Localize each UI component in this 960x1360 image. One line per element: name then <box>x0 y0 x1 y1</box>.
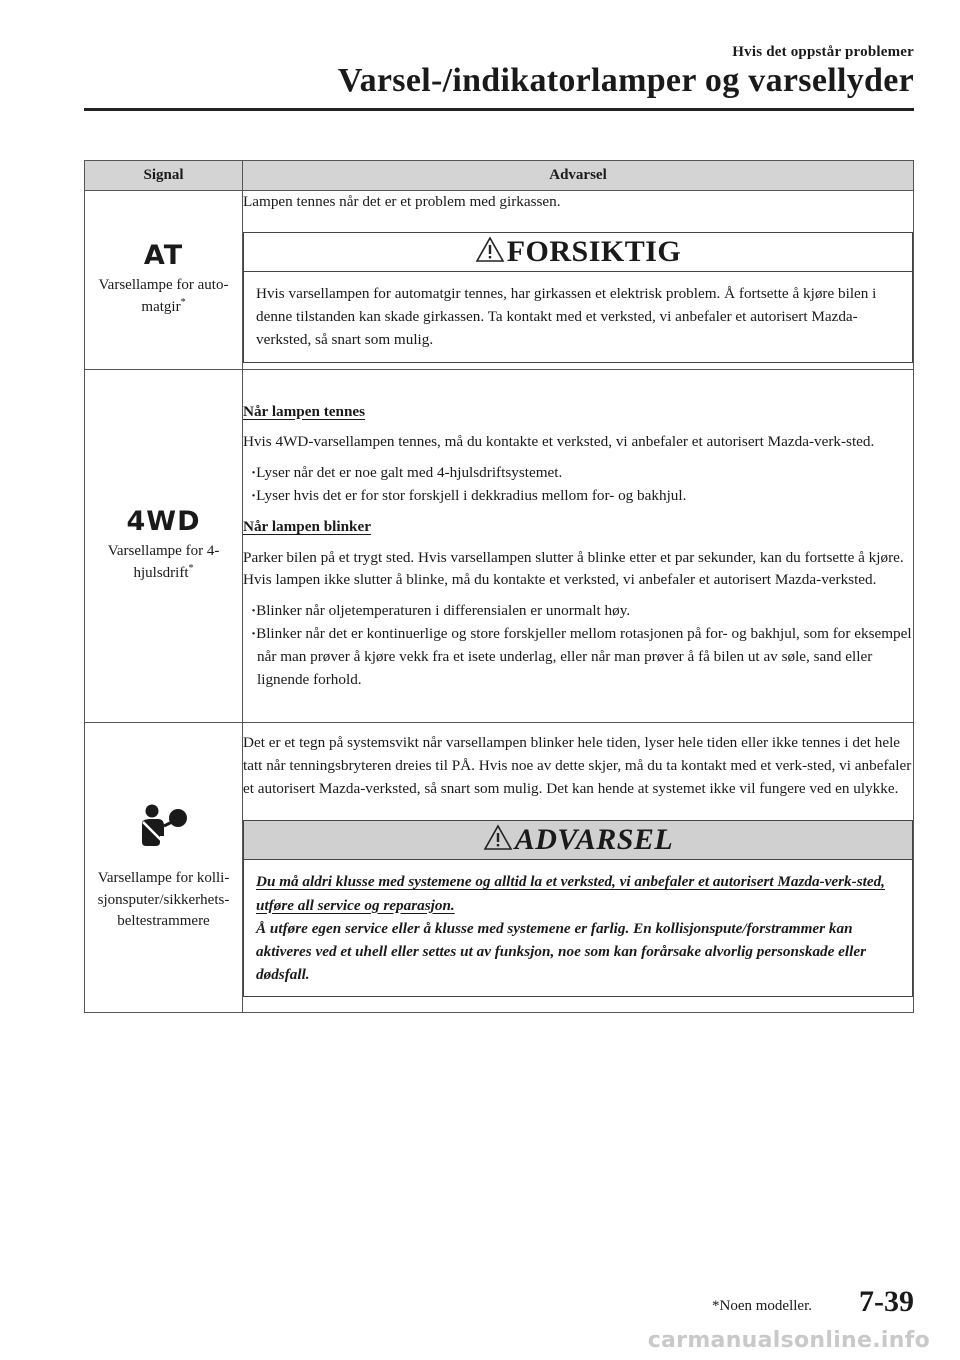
signal-cell <box>85 370 243 723</box>
section-title: Hvis det oppstår problemer <box>732 44 914 60</box>
list-item: ·Blinker når oljetemperaturen i differensialen er unormalt høy. <box>251 602 631 620</box>
signal-label: Varsellampe for 4-hjulsdrift* <box>107 542 220 582</box>
warning-text: Du må aldri klusse med systemene og alltid la et verksted, vi anbefaler et autorisert Mazda-verk-sted, utføre all service og reparasjon. Å utføre egen service eller å klusse med systemene er farlig. En kollisjonspute/forstrammer kan aktiveres ved et uhell eller settes ut av funksjon, noe som kan forårsake alvorlig personskade eller dødsfall. <box>256 873 885 983</box>
description-text: Hvis 4WD-varsellampen tennes, må du kontakte et verksted, vi anbefaler et autorisert Mazda-verk-sted. <box>243 433 875 451</box>
bullet-list <box>251 600 913 691</box>
warning-triangle-icon <box>483 824 513 851</box>
list-item: ·Lyser hvis det er for stor forskjell i dekkradius mellom for- og bakhjul. <box>251 487 687 504</box>
caution-box <box>243 232 913 362</box>
warning-box <box>243 820 913 996</box>
4wd-warning-icon: 4WD <box>126 505 201 537</box>
description-text: Parker bilen på et trygt sted. Hvis varsellampen slutter å blinke etter et par sekunder, kan du fortsette å kjøre. Hvis lampen ikke slutter å blinke, må du kontakte et verksted, vi anbefaler et autorisert Mazda-verksted. <box>243 548 904 589</box>
subheading-blinks: Når lampen blinker <box>243 517 371 535</box>
table-row <box>85 370 914 723</box>
signal-cell <box>85 723 243 1013</box>
list-item: ·Blinker når det er kontinuerlige og store forskjeller mellom rotasjonen på for- og bakhjul, som for eksempel når man prøver å kjøre vekk fra et isete underlag, eller når man prøver å få bilen ut av søle, sand eller lignende forhold. <box>251 624 912 688</box>
advarsel-cell <box>243 191 914 370</box>
watermark: carmanualsonline.info <box>647 1328 930 1353</box>
description-text: Det er et tegn på systemsvikt når varsellampen blinker hele tiden, lyser hele tiden eller ikke tennes i det hele tatt når tenningsbryteren dreies til PÅ. Hvis noe av dette skjer, må du ta kontakt med et verk-sted, vi anbefaler et autorisert Mazda-verksted, så snart som mulig. Det kan hende at systemet ikke vil fungere ved en ulykke. <box>243 734 912 797</box>
list-item: ·Lyser når det er noe galt med 4-hjulsdriftsystemet. <box>251 464 563 482</box>
caution-heading: FORSIKTIG <box>244 233 912 272</box>
footnote: *Noen modeller. <box>712 1298 812 1314</box>
warning-lights-table <box>84 160 914 1013</box>
advarsel-cell <box>243 723 914 1013</box>
warning-triangle-icon <box>475 236 505 263</box>
airbag-seatbelt-icon <box>85 802 242 860</box>
description-text: Lampen tennes når det er et problem med girkassen. <box>243 193 561 211</box>
header-divider <box>84 108 914 111</box>
column-header-advarsel: Advarsel <box>243 161 914 191</box>
subheading-lights: Når lampen tennes <box>243 402 366 420</box>
caution-text: Hvis varsellampen for automatgir tennes, har girkassen et elektrisk problem. Å fortsette å kjøre bilen i denne tilstanden kan skade girkassen. Ta kontakt med et verksted, vi anbefaler et autorisert Mazda-verksted, så snart som mulig. <box>256 285 877 349</box>
page-title: Varsel-/indikatorlamper og varsellyder <box>337 62 914 99</box>
warning-heading: ADVARSEL <box>244 821 912 860</box>
advarsel-cell <box>243 370 914 723</box>
bullet-list <box>251 462 913 508</box>
signal-cell <box>85 191 243 370</box>
at-warning-icon: AT <box>143 239 184 271</box>
column-header-signal: Signal <box>85 161 243 191</box>
table-header-row <box>85 161 914 191</box>
table-row <box>85 191 914 370</box>
signal-label: Varsellampe for auto-matgir* <box>98 276 229 316</box>
signal-label: Varsellampe for kolli-sjonsputer/sikkerhets-beltestrammere <box>97 869 230 930</box>
table-row <box>85 723 914 1013</box>
page-number: 7-39 <box>859 1285 914 1318</box>
